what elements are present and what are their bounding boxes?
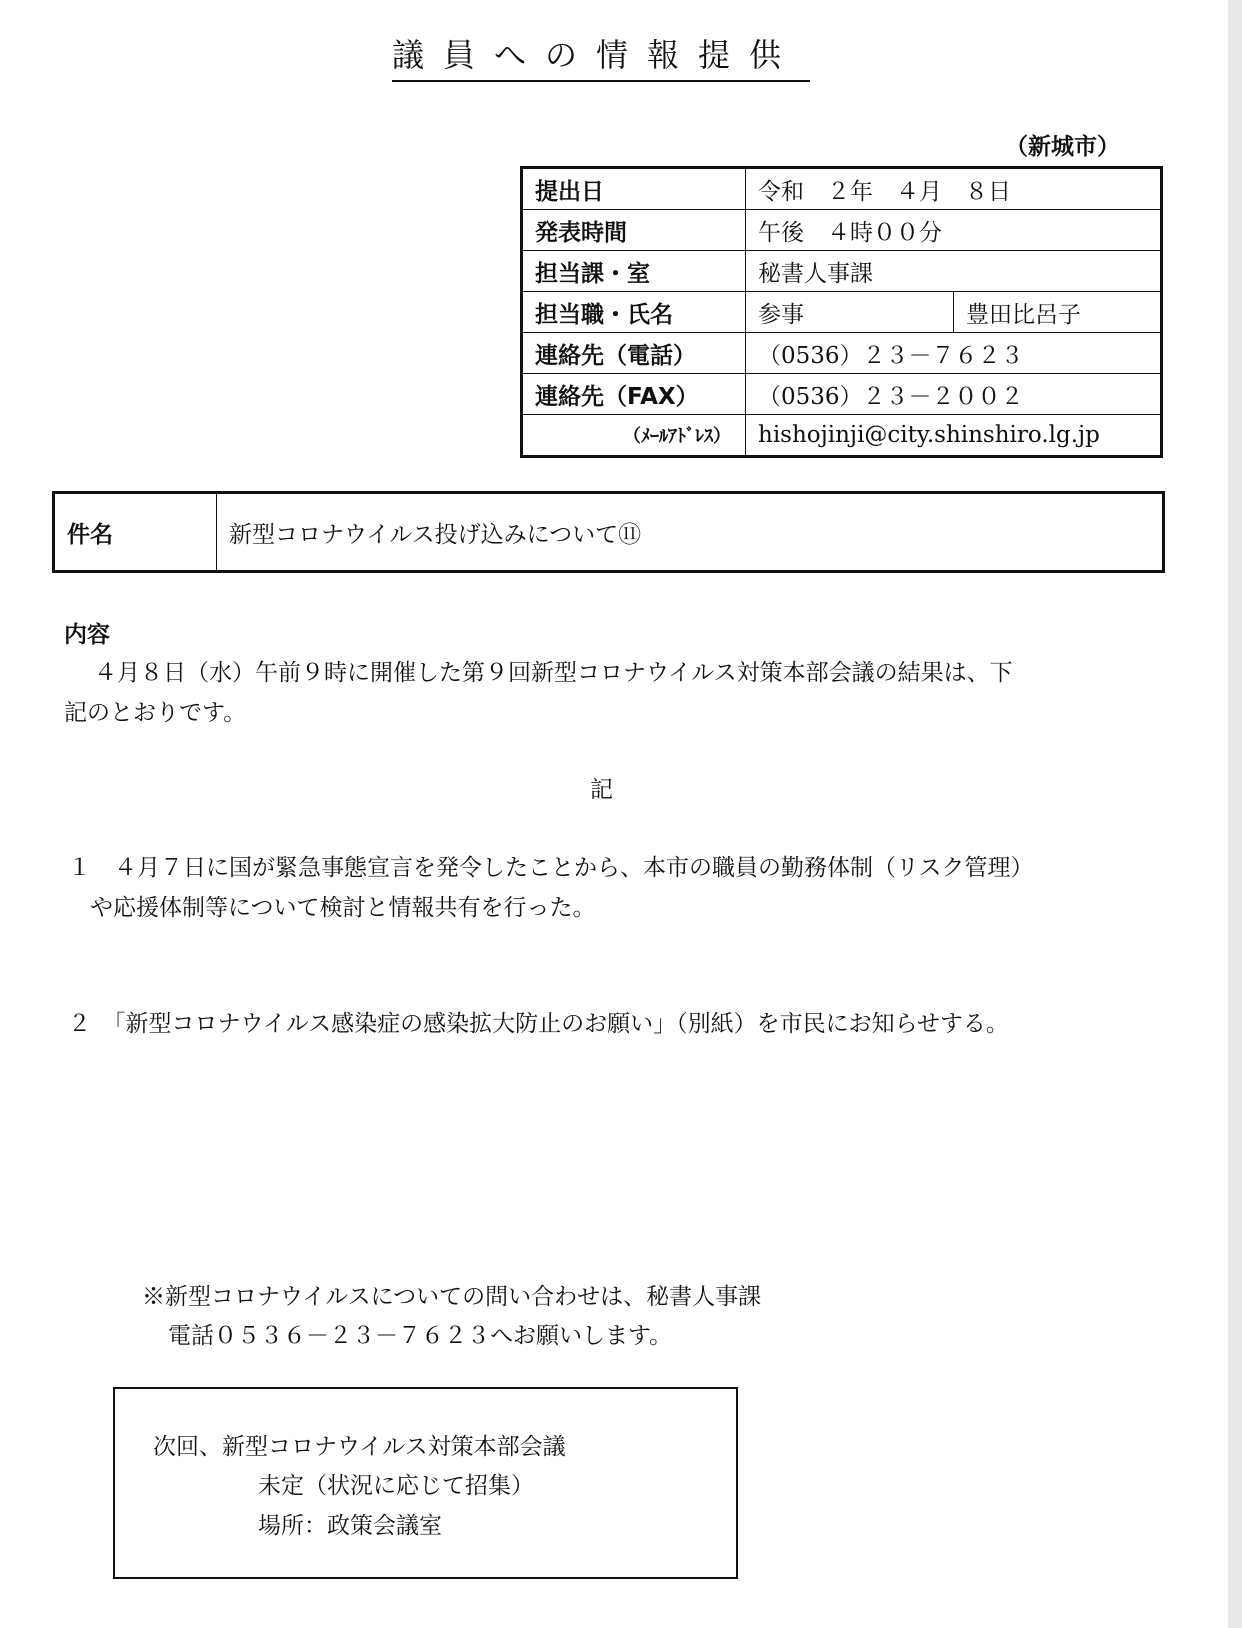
item2: ２ 「新型コロナウイルス感染症の感染拡大防止のお願い」（別紙）を市民にお知らせする。 — [68, 1011, 1009, 1037]
note-line2: 電話０５３６－２３－７６２３へお願いします。 — [168, 1323, 673, 1349]
table-row — [522, 292, 1162, 333]
email-label: （ﾒｰﾙｱﾄﾞﾚｽ） — [522, 415, 746, 457]
fax-value: （0536）２３－２００２ — [746, 374, 1162, 415]
announce-time-value: 午後 ４時００分 — [746, 210, 1162, 251]
table-row — [522, 374, 1162, 415]
next-meeting-line3: 場所：政策会議室 — [258, 1513, 442, 1539]
content-heading: 内容 — [64, 622, 110, 648]
table-row — [522, 168, 1162, 210]
item1-line1: １ ４月７日に国が緊急事態宣言を発令したことから、本市の職員の勤務体制（リスク管理） — [68, 855, 1034, 881]
phone-value: （0536）２３－７６２３ — [746, 333, 1162, 374]
phone-label: 連絡先（電話） — [522, 333, 746, 374]
page-edge — [1228, 0, 1242, 1628]
table-row — [522, 415, 1162, 457]
submission-date-value: 令和 ２年 ４月 ８日 — [746, 168, 1162, 210]
submission-date-label: 提出日 — [522, 168, 746, 210]
table-row — [522, 210, 1162, 251]
organization-name: （新城市） — [1005, 134, 1120, 160]
note-line1: ※新型コロナウイルスについての問い合わせは、秘書人事課 — [142, 1284, 762, 1310]
department-label: 担当課・室 — [522, 251, 746, 292]
next-meeting-line2: 未定（状況に応じて招集） — [258, 1473, 534, 1499]
subject-box — [52, 491, 1165, 573]
person-name-value: 豊田比呂子 — [954, 292, 1162, 333]
content-intro-line2: 記のとおりです。 — [64, 700, 247, 726]
document-title: 議員への情報提供 — [392, 30, 810, 82]
announce-time-label: 発表時間 — [522, 210, 746, 251]
table-row — [522, 251, 1162, 292]
fax-label: 連絡先（FAX） — [522, 374, 746, 415]
submission-info-table — [520, 166, 1163, 458]
content-intro-line1: ４月８日（水）午前９時に開催した第９回新型コロナウイルス対策本部会議の結果は、下 — [94, 660, 1013, 686]
ki-marker: 記 — [590, 777, 613, 803]
table-row — [522, 333, 1162, 374]
department-value: 秘書人事課 — [746, 251, 1162, 292]
subject-value: 新型コロナウイルス投げ込みについて⑪ — [229, 521, 642, 548]
next-meeting-line1: 次回、新型コロナウイルス対策本部会議 — [153, 1434, 566, 1460]
email-value: hishojinji@city.shinshiro.lg.jp — [746, 415, 1162, 457]
person-label: 担当職・氏名 — [522, 292, 746, 333]
person-title-value: 参事 — [746, 292, 954, 333]
item1-line2: や応援体制等について検討と情報共有を行った。 — [90, 895, 596, 921]
subject-label: 件名 — [55, 494, 217, 570]
